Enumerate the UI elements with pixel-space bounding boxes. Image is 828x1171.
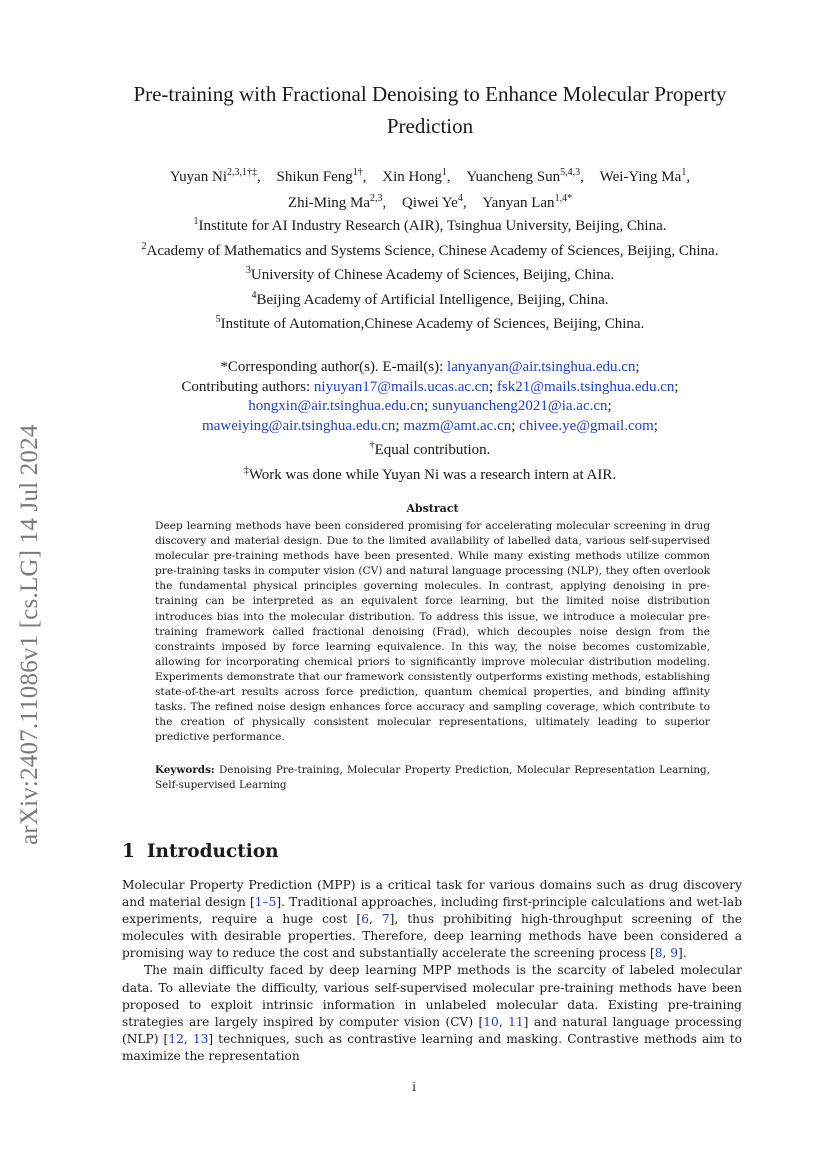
paragraph: Molecular Property Prediction (MPP) is a critical task for various domains such as drug discovery and material design [1–5]. Traditional approaches, including first-principle calculations and wet-lab experiments, require a huge cost [6, 7], thus prohibiting high-throughput screening of the molecules with desirable properties. Therefore, deep learning methods have been considered a promising way to reduce the cost and substantially accelerate the screening process [8, 9]. <box>122 878 743 961</box>
author-list <box>100 162 760 214</box>
section-title: Introduction <box>146 841 279 862</box>
keywords-text: Denoising Pre-training, Molecular Property Prediction, Molecular Representation Learning, Self-supervised Learning <box>155 764 710 791</box>
abstract-body: Deep learning methods have been considered promising for accelerating molecular screening in drug discovery and material design. Due to the limited availability of labelled data, various self-supervised molecular pre-training methods have been presented. While many existing methods utilize common pre-training tasks in computer vision (CV) and natural language processing (NLP), they often overlook the fundamental physical principles governing molecules. In contrast, applying denoising in pre-training can be interpreted as an equivalent force learning, but the limited noise distribution introduces bias into the molecular distribution. To address this issue, we introduce a molecular pre-training framework called fractional denoising (Frad), which decouples noise design from the constraints imposed by force learning equivalence. In this way, the noise becomes customizable, allowing for incorporating chemical priors to significantly improve molecular distribution modeling. Experiments demonstrate that our framework consistently outperforms existing methods, establishing state-of-the-art results across force prediction, quantum chemical properties, and binding affinity tasks. The refined noise design enhances force accuracy and sampling coverage, which contribute to the creation of physically consistent molecular representations, ultimately leading to superior predictive performance. <box>155 520 710 744</box>
abstract-heading: Abstract <box>406 502 459 515</box>
email-link[interactable]: mazm@amt.ac.cn <box>403 417 512 434</box>
citation-link[interactable]: 8 <box>654 946 663 961</box>
intern-note: ‡Work was done while Yuyan Ni was a research intern at AIR. <box>243 464 617 483</box>
author: Shikun Feng$^{1\dagger}$, <box>276 167 367 185</box>
author: Xin Hong$^1$, <box>382 167 451 185</box>
affiliation: $^1$Institute for AI Industry Research (AIR), Tsinghua University, Beijing, China. <box>193 216 667 234</box>
email-link[interactable]: chivee.ye@gmail.com <box>519 417 654 434</box>
corresponding-author-line: *Corresponding author(s). E-mail(s): lanyanyan@air.tsinghua.edu.cn; <box>220 359 640 375</box>
email-link[interactable]: sunyuancheng2021@ia.ac.cn <box>432 398 608 414</box>
section-heading <box>122 841 279 862</box>
citation-link[interactable]: 6 <box>361 912 369 927</box>
arxiv-identifier: arXiv:2407.11086v1 [cs.LG] 14 Jul 2024 <box>16 424 43 845</box>
affiliation: $^4$Beijing Academy of Artificial Intelligence, Beijing, China. <box>251 289 609 308</box>
contact-block: *Corresponding author(s). E-mail(s): lanyanyan@air.tsinghua.edu.cn; Contributing authors: niyuyan17@mails.ucas.ac.cn; fsk21@mails.tsinghua.edu.cn; hongxin@air.tsinghua.edu.cn; sunyuancheng2021@ia.ac.cn; maweiying@air.tsinghua.edu.cn; mazm@amt.ac.cn; chivee.ye@gmail.com; †Equal contribution. ‡Work was done while Yuyan Ni was a research intern at AIR. <box>130 358 730 485</box>
affiliation: $^2$Academy of Mathematics and Systems Science, Chinese Academy of Sciences, Beijing, China. <box>141 240 719 259</box>
equal-contribution-note: †Equal contribution. <box>369 440 491 458</box>
citation-link[interactable]: 1–5 <box>254 895 277 910</box>
paper-title: Pre-training with Fractional Denoising to Enhance Molecular Property Prediction <box>133 82 727 138</box>
section-body <box>122 877 742 1065</box>
section-number: 1 <box>122 841 135 862</box>
author: Zhi-Ming Ma$^{2,3}$, <box>287 193 387 211</box>
paragraph: The main difficulty faced by deep learning MPP methods is the scarcity of labeled molecular data. To alleviate the difficulty, various self-supervised molecular pre-training methods have been proposed to exploit intrinsic information in unlabeled molecular data. Existing pre-training strategies are largely inspired by computer vision (CV) [10, 11] and natural language processing (NLP) [12, 13] techniques, such as contrastive learning and masking. Contrastive methods aim to maximize the representation <box>122 963 742 1063</box>
author: Yuyan $Ni^{2,3,1\dagger\ddagger}$, <box>169 167 261 185</box>
citation-link[interactable]: 10 <box>483 1014 499 1029</box>
email-link[interactable]: lanyanyan@air.tsinghua.edu.cn <box>447 359 636 375</box>
affiliation: $^3$University of Chinese Academy of Sciences, Beijing, China. <box>245 265 615 283</box>
author: Yanyan Lan$^{1,4*}$ <box>482 193 573 211</box>
affiliation: $^5$Institute of Automation,Chinese Academy of Sciences, Beijing, China. <box>215 314 645 332</box>
author: Wei-Ying Ma$^1$, <box>599 167 691 185</box>
author: Qiwei Ye$^4$, <box>402 193 467 211</box>
page-number: i <box>412 1080 416 1094</box>
email-link[interactable]: hongxin@air.tsinghua.edu.cn <box>248 398 425 414</box>
citation-link[interactable]: 11 <box>508 1014 524 1029</box>
email-link[interactable]: maweiying@air.tsinghua.edu.cn <box>202 417 396 434</box>
keywords-label: Keywords: <box>155 764 215 776</box>
citation-link[interactable]: 7 <box>381 912 390 927</box>
author: Yuancheng Sun$^{5,4,3}$, <box>466 167 584 185</box>
affiliation-list <box>130 212 730 335</box>
citation-link[interactable]: 12 <box>168 1031 184 1046</box>
keywords <box>155 763 710 793</box>
citation-link[interactable]: 13 <box>192 1031 209 1046</box>
citation-link[interactable]: 9 <box>670 946 679 961</box>
contributing-authors-line: Contributing authors: niyuyan17@mails.ucas.ac.cn; fsk21@mails.tsinghua.edu.cn; <box>181 378 679 395</box>
email-link[interactable]: niyuyan17@mails.ucas.ac.cn <box>313 378 489 395</box>
email-link[interactable]: fsk21@mails.tsinghua.edu.cn <box>496 378 675 395</box>
